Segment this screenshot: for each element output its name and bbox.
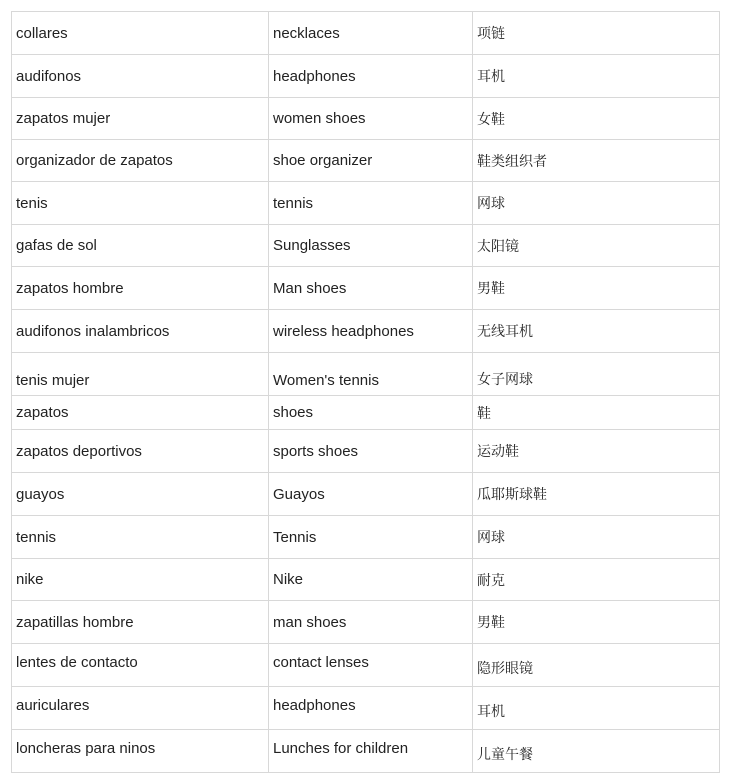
chinese-translation-cell: 女子网球 xyxy=(473,353,720,396)
chinese-translation-cell: 瓜耶斯球鞋 xyxy=(473,473,720,516)
table-row xyxy=(12,601,720,644)
chinese-translation-cell: 网球 xyxy=(473,182,720,225)
spanish-keyword-cell: lentes de contacto xyxy=(12,644,269,687)
english-translation-cell: sports shoes xyxy=(269,430,473,473)
chinese-translation-cell: 隐形眼镜 xyxy=(473,644,720,687)
english-translation-cell: headphones xyxy=(269,687,473,730)
spanish-keyword-cell: gafas de sol xyxy=(12,225,269,267)
table-row xyxy=(12,396,720,430)
spanish-keyword-cell: organizador de zapatos xyxy=(12,140,269,182)
spanish-keyword-cell: zapatos hombre xyxy=(12,267,269,310)
chinese-translation-cell: 鞋 xyxy=(473,396,720,430)
chinese-translation-cell: 男鞋 xyxy=(473,601,720,644)
spanish-keyword-cell: audifonos xyxy=(12,55,269,98)
english-translation-cell: necklaces xyxy=(269,12,473,55)
table-row xyxy=(12,473,720,516)
table-row xyxy=(12,55,720,98)
chinese-translation-cell: 网球 xyxy=(473,516,720,559)
english-translation-cell: Nike xyxy=(269,559,473,601)
english-translation-cell: wireless headphones xyxy=(269,310,473,353)
spanish-keyword-cell: loncheras para ninos xyxy=(12,730,269,773)
english-translation-cell: Sunglasses xyxy=(269,225,473,267)
keyword-translation-table-container xyxy=(11,11,720,773)
english-translation-cell: shoe organizer xyxy=(269,140,473,182)
english-translation-cell: Women's tennis xyxy=(269,353,473,396)
table-row xyxy=(12,182,720,225)
spanish-keyword-cell: tenis xyxy=(12,182,269,225)
chinese-translation-cell: 项链 xyxy=(473,12,720,55)
english-translation-cell: contact lenses xyxy=(269,644,473,687)
table-row xyxy=(12,267,720,310)
chinese-translation-cell: 运动鞋 xyxy=(473,430,720,473)
chinese-translation-cell: 太阳镜 xyxy=(473,225,720,267)
spanish-keyword-cell: zapatillas hombre xyxy=(12,601,269,644)
english-translation-cell: tennis xyxy=(269,182,473,225)
table-row xyxy=(12,310,720,353)
english-translation-cell: headphones xyxy=(269,55,473,98)
table-row xyxy=(12,516,720,559)
table-row xyxy=(12,644,720,687)
chinese-translation-cell: 儿童午餐 xyxy=(473,730,720,773)
table-row xyxy=(12,12,720,55)
english-translation-cell: Guayos xyxy=(269,473,473,516)
spanish-keyword-cell: collares xyxy=(12,12,269,55)
spanish-keyword-cell: zapatos mujer xyxy=(12,98,269,140)
spanish-keyword-cell: zapatos xyxy=(12,396,269,430)
chinese-translation-cell: 耳机 xyxy=(473,687,720,730)
spanish-keyword-cell: nike xyxy=(12,559,269,601)
table-row xyxy=(12,430,720,473)
chinese-translation-cell: 无线耳机 xyxy=(473,310,720,353)
table-row xyxy=(12,687,720,730)
spanish-keyword-cell: tenis mujer xyxy=(12,353,269,396)
chinese-translation-cell: 耳机 xyxy=(473,55,720,98)
table-row xyxy=(12,730,720,773)
keyword-translation-table xyxy=(11,11,720,773)
table-row xyxy=(12,225,720,267)
english-translation-cell: Man shoes xyxy=(269,267,473,310)
spanish-keyword-cell: auriculares xyxy=(12,687,269,730)
table-row xyxy=(12,98,720,140)
chinese-translation-cell: 鞋类组织者 xyxy=(473,140,720,182)
english-translation-cell: man shoes xyxy=(269,601,473,644)
spanish-keyword-cell: zapatos deportivos xyxy=(12,430,269,473)
chinese-translation-cell: 女鞋 xyxy=(473,98,720,140)
english-translation-cell: shoes xyxy=(269,396,473,430)
english-translation-cell: Lunches for children xyxy=(269,730,473,773)
chinese-translation-cell: 耐克 xyxy=(473,559,720,601)
english-translation-cell: women shoes xyxy=(269,98,473,140)
table-row xyxy=(12,559,720,601)
spanish-keyword-cell: tennis xyxy=(12,516,269,559)
chinese-translation-cell: 男鞋 xyxy=(473,267,720,310)
english-translation-cell: Tennis xyxy=(269,516,473,559)
table-row xyxy=(12,140,720,182)
spanish-keyword-cell: guayos xyxy=(12,473,269,516)
table-row xyxy=(12,353,720,396)
spanish-keyword-cell: audifonos inalambricos xyxy=(12,310,269,353)
